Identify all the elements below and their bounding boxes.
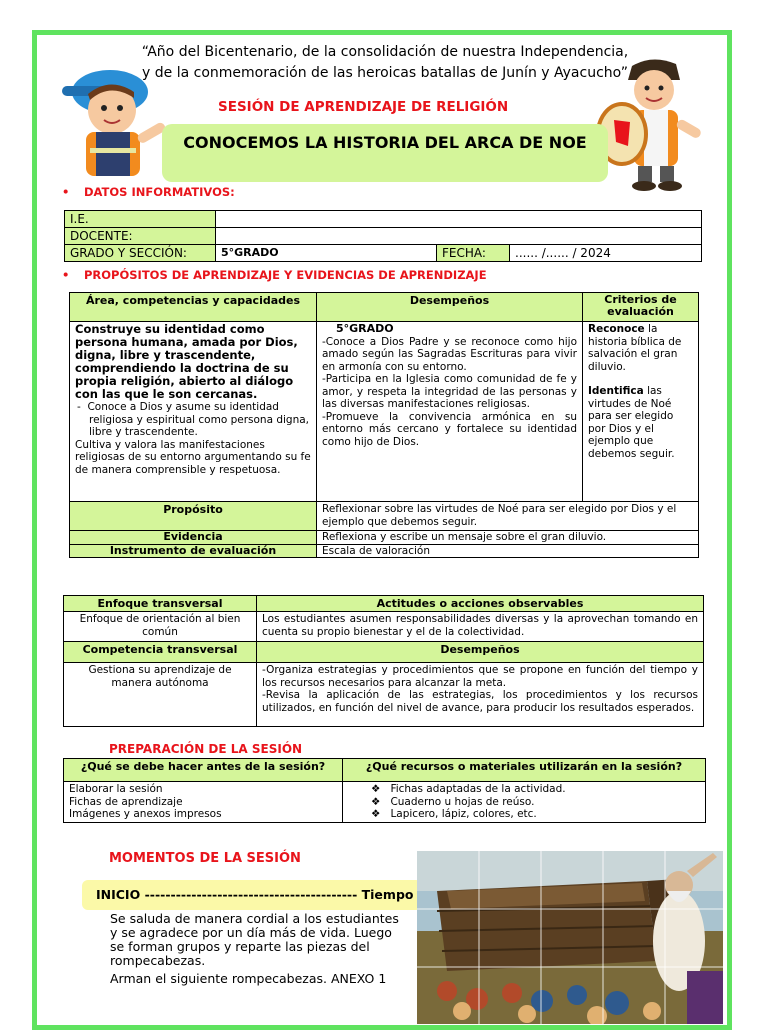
- propositos-title-text: PROPÓSITOS DE APRENDIZAJE Y EVIDENCIAS DE APRENDIZAJE: [84, 268, 487, 282]
- recursos-item: [371, 783, 700, 796]
- propositos-section-title: • PROPÓSITOS DE APRENDIZAJE Y EVIDENCIAS DE APRENDIZAJE: [62, 268, 487, 282]
- inicio-paragraph-1: Se saluda de manera cordial a los estudiantes y se agradece por un día más de vida. Luego se forman grupos y reparte las piezas del rompecabezas.: [110, 911, 399, 968]
- docente-value: [216, 228, 702, 245]
- recursos-item: [371, 796, 700, 809]
- col-recursos-header: ¿Qué recursos o materiales utilizarán en la sesión?: [343, 759, 706, 782]
- datos-title-text: DATOS INFORMATIVOS:: [84, 185, 235, 199]
- recursos-item-text: Cuaderno u hojas de reúso.: [390, 795, 535, 808]
- capacidad-1-text: Conoce a Dios y asume su identidad religiosa y espiritual como persona digna, libre y trascendente.: [87, 401, 310, 438]
- instrumento-value: Escala de valoración: [317, 544, 699, 558]
- criterio-2: [588, 385, 693, 460]
- recursos-item: [371, 808, 700, 821]
- col-actitudes-header: Actitudes o acciones observables: [257, 596, 704, 612]
- evidencia-value: Reflexiona y escribe un mensaje sobre el gran diluvio.: [317, 531, 699, 545]
- antes-item: Imágenes y anexos impresos: [69, 808, 222, 820]
- criterio-2-bold: Identifica: [588, 385, 644, 397]
- fecha-label: FECHA:: [437, 245, 510, 262]
- proposito-label: Propósito: [70, 502, 317, 531]
- preparacion-table: [63, 758, 706, 823]
- desempeno-2: -Participa en la Iglesia como comunidad de fe y amor, y respeta la integridad de las personas y las diversas manifestaciones religiosas.: [322, 373, 577, 410]
- diamond-bullet-icon: ❖: [371, 783, 381, 795]
- recursos-item-text: Fichas adaptadas de la actividad.: [390, 783, 566, 795]
- motto-line-1: “Año del Bicentenario, de la consolidación de nuestra Independencia,: [141, 44, 629, 60]
- criterio-2-rest: las virtudes de Noé para ser elegido por Dios y el ejemplo que debemos seguir.: [588, 385, 675, 460]
- antes-item: Fichas de aprendizaje: [69, 795, 183, 808]
- recursos-item-text: Lapicero, lápiz, colores, etc.: [390, 808, 537, 820]
- desempenos-grado: 5°GRADO: [336, 322, 394, 335]
- col-enfoque-header: Enfoque transversal: [64, 596, 257, 612]
- enfoque-desempenos-cell: [257, 663, 704, 727]
- grado-label: GRADO Y SECCIÓN:: [65, 245, 216, 262]
- desempeno-1: -Conoce a Dios Padre y se reconoce como hijo amado según las Sagradas Escrituras para vivir en armonía con su entorno.: [322, 335, 577, 373]
- ie-label: I.E.: [65, 211, 216, 228]
- diamond-bullet-icon: ❖: [371, 795, 381, 808]
- datos-section-title: • DATOS INFORMATIVOS:: [62, 185, 235, 199]
- datos-table: [64, 210, 702, 262]
- criterio-1: [588, 323, 693, 373]
- col-antes-header: ¿Qué se debe hacer antes de la sesión?: [64, 759, 343, 782]
- desempeno-3: -Promueve la convivencia armónica en su entorno más cercano y fortalece su identidad como hijo de Dios.: [322, 410, 577, 448]
- competencia-transversal-value: Gestiona su aprendizaje de manera autónoma: [64, 663, 257, 727]
- instrumento-label: Instrumento de evaluación: [70, 544, 317, 558]
- enfoque-desempeno-2: -Revisa la aplicación de las estrategias, los procedimientos y los recursos utilizados, en función del nivel de avance, para producir los resultados esperados.: [262, 689, 698, 714]
- col-criterios-header: Criterios de evaluación: [583, 293, 699, 322]
- grado-value: 5°GRADO: [216, 245, 437, 262]
- enfoque-desempeno-1: -Organiza estrategias y procedimientos que se propone en función del tiempo y los recursos necesarios para alcanzar la meta.: [262, 664, 698, 689]
- inicio-paragraph-2: Arman el siguiente rompecabezas. ANEXO 1: [110, 971, 387, 986]
- preparacion-section-title: PREPARACIÓN DE LA SESIÓN: [109, 742, 303, 756]
- capacidad-1: - Conoce a Dios y asume su identidad religiosa y espiritual como persona digna, libre y trascendente.: [77, 401, 310, 438]
- motto-line-2: y de la conmemoración de las heroicas batallas de Junín y Ayacucho”: [142, 65, 628, 81]
- enfoque-table: [63, 595, 704, 727]
- ie-value: [216, 211, 702, 228]
- competencia-cell: [70, 322, 317, 502]
- inicio-bar: INICIO ----------------------------------------- Tiempo: [82, 880, 422, 910]
- actitud-value: Los estudiantes asumen responsabilidades diversas y la aprovechan tomando en cuenta su propio bienestar y el de la colectividad.: [257, 612, 704, 642]
- antes-cell: [64, 782, 343, 823]
- criterio-1-rest: la historia bíblica de salvación el gran diluvio.: [588, 323, 682, 373]
- col-competencia-header: Competencia transversal: [64, 642, 257, 663]
- evidencia-label: Evidencia: [70, 531, 317, 545]
- proposito-value: Reflexionar sobre las virtudes de Noé para ser elegido por Dios y el ejemplo que debemos seguir.: [317, 502, 699, 531]
- criterios-cell: [583, 322, 699, 502]
- col-desempenos-header: Desempeños: [317, 293, 583, 322]
- propositos-table: [69, 292, 699, 558]
- antes-item: Elaborar la sesión: [69, 783, 163, 795]
- criterio-1-bold: Reconoce: [588, 323, 645, 335]
- capacidad-2: Cultiva y valora las manifestaciones religiosas de su entorno argumentando su fe de manera comprensible y respetuosa.: [75, 438, 311, 476]
- banner-title: CONOCEMOS LA HISTORIA DEL ARCA DE NOE: [162, 124, 608, 182]
- competencia-text: Construye su identidad como persona humana, amada por Dios, digna, libre y trascendente, comprendiendo la doctrina de su propia religión, abierto al diálogo con las que le son cercanas.: [75, 322, 298, 401]
- session-title: SESIÓN DE APRENDIZAJE DE RELIGIÓN: [218, 99, 509, 115]
- momentos-section-title: MOMENTOS DE LA SESIÓN: [109, 851, 301, 866]
- desempenos-cell: [317, 322, 583, 502]
- fecha-value: ...... /...... / 2024: [510, 245, 702, 262]
- col-area-header: Área, competencias y capacidades: [70, 293, 317, 322]
- noah-ark-puzzle-image: [417, 851, 723, 1024]
- docente-label: DOCENTE:: [65, 228, 216, 245]
- col-enfoque-desempenos-header: Desempeños: [257, 642, 704, 663]
- enfoque-value: Enfoque de orientación al bien común: [64, 612, 257, 642]
- diamond-bullet-icon: ❖: [371, 808, 381, 820]
- recursos-cell: [343, 782, 706, 823]
